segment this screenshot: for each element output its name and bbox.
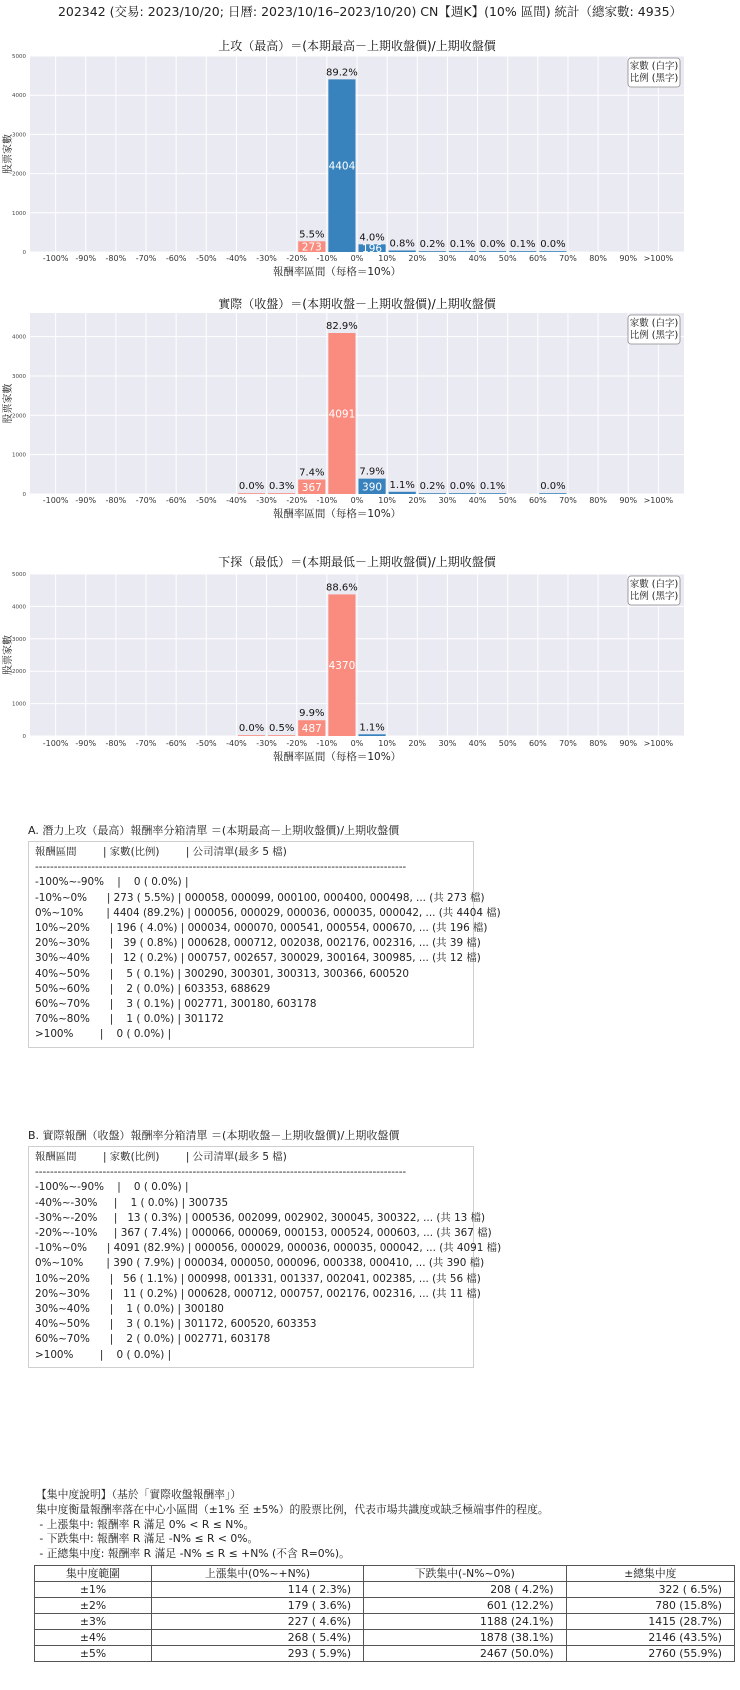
listing-divider: --------------------------------------------------------------------------------------------------- [35, 861, 407, 874]
x-tick-label: -100% [42, 739, 69, 748]
table-cell: ±4% [35, 1630, 152, 1646]
bar-percent-label: 1.1% [359, 722, 385, 734]
column-header: 下跌集中(-N%~0%) [364, 1566, 567, 1582]
y-tick-label: 3000 [12, 132, 26, 139]
x-tick-label: -50% [195, 496, 217, 505]
x-tick-label: 0% [350, 496, 364, 505]
bar-percent-label: 0.0% [540, 481, 566, 493]
legend [628, 58, 680, 87]
bar-percent-label: 0.0% [238, 481, 265, 493]
y-tick-label: 1000 [12, 701, 26, 708]
y-tick-label: 2000 [12, 669, 26, 676]
bar [389, 250, 416, 252]
bar-percent-label: 0.3% [268, 481, 295, 493]
x-tick-label: -60% [165, 739, 187, 748]
listing-row: -100%~-90% | 0 ( 0.0%) | [35, 1181, 189, 1194]
x-tick-label: -90% [75, 496, 97, 505]
x-tick-label: 10% [378, 496, 397, 505]
y-tick-label: 2000 [12, 413, 26, 420]
bar [449, 251, 476, 252]
y-tick-label: 1000 [12, 210, 26, 217]
bar-percent-label: 82.9% [326, 321, 358, 333]
chart-title: 上攻（最高）＝(本期最高－上期收盤價)/上期收盤價 [218, 39, 496, 53]
listing-row: 40%~50% | 5 ( 0.1%) | 300290, 300301, 300313, 300366, 600520 [35, 967, 410, 980]
concentration-table-body [35, 1582, 735, 1662]
bar-percent-label: 0.1% [510, 239, 536, 251]
x-tick-label: >100% [643, 496, 674, 505]
table-cell: 114 ( 2.3%) [152, 1582, 364, 1598]
table-cell: 293 ( 5.9%) [152, 1646, 364, 1662]
bar-count-label: 196 [362, 243, 383, 256]
x-tick-label: 0% [350, 254, 364, 263]
x-tick-label: -40% [226, 254, 247, 263]
x-tick-label: -30% [256, 496, 277, 505]
y-tick-label: 3000 [12, 373, 26, 380]
x-tick-label: 20% [408, 496, 427, 505]
x-tick-label: 90% [619, 496, 638, 505]
x-tick-label: 30% [438, 254, 457, 263]
y-tick-label: 0 [22, 250, 26, 256]
table-row [35, 1614, 735, 1630]
chart-close [0, 295, 740, 560]
listing-row: 0%~10% | 4404 (89.2%) | 000056, 000029, 000036, 000035, 000042, ... (共 4404 檔) [35, 906, 501, 919]
y-tick-label: 4000 [12, 93, 26, 100]
table-cell: 2467 (50.0%) [364, 1646, 567, 1662]
listing-row: -20%~-10% | 367 ( 7.4%) | 000066, 000069, 000153, 000524, 000603, ... (共 367 檔) [35, 1227, 492, 1240]
x-tick-label: 40% [468, 496, 487, 505]
listing-b [28, 1127, 502, 1368]
listing-header-row: 報酬區間 | 家數(比例) | 公司清單(最多 5 檔) [35, 846, 287, 858]
bar-percent-label: 0.1% [449, 239, 476, 251]
y-tick-label: 0 [22, 734, 26, 740]
x-tick-label: 30% [438, 739, 457, 748]
x-tick-label: -40% [226, 739, 247, 748]
listing-row: 20%~30% | 11 ( 0.2%) | 000628, 000712, 000757, 002176, 002316, ... (共 11 檔) [35, 1287, 481, 1300]
bar-percent-label: 0.2% [419, 481, 446, 493]
x-tick-label: -80% [105, 739, 127, 748]
bar-percent-label: 9.9% [299, 708, 325, 720]
x-tick-label: -70% [135, 739, 157, 748]
main-title: 202342 (交易: 2023/10/20; 日曆: 2023/10/16–2023/10/20) CN【週K】(10% 區間) 統計（總家數: 4935） [57, 4, 683, 19]
listing-row: 50%~60% | 2 ( 0.0%) | 603353, 688629 [35, 982, 271, 995]
x-tick-label: 10% [378, 254, 397, 263]
x-tick-label: 40% [468, 254, 487, 263]
table-cell: ±1% [35, 1582, 152, 1598]
bar-percent-label: 0.8% [389, 238, 415, 250]
column-header: ±總集中度 [566, 1566, 734, 1582]
x-tick-label: 40% [468, 739, 487, 748]
y-tick-label: 0 [22, 492, 26, 498]
bar [238, 493, 265, 494]
x-axis-label: 報酬率區間（每格＝10%） [272, 508, 402, 520]
x-tick-label: 0% [350, 739, 364, 748]
bar-percent-label: 0.0% [238, 723, 265, 735]
listing-row: -100%~-90% | 0 ( 0.0%) | [35, 876, 189, 889]
table-row [35, 1582, 735, 1598]
x-tick-label: -20% [286, 254, 308, 263]
x-tick-label: -20% [286, 739, 308, 748]
x-tick-label: 50% [498, 254, 517, 263]
bar-percent-label: 7.9% [359, 466, 385, 478]
x-tick-label: 70% [559, 496, 577, 505]
listing-header-row: 報酬區間 | 家數(比例) | 公司清單(最多 5 檔) [35, 1151, 287, 1163]
bar [539, 493, 566, 494]
listing-a-title: A. 潛力上攻（最高）報酬率分箱清單 ＝(本期最高－上期收盤價)/上期收盤價 [28, 824, 400, 837]
table-cell: 2146 (43.5%) [566, 1630, 734, 1646]
listing-row: -10%~0% | 273 ( 5.5%) | 000058, 000099, 000100, 000400, 000498, ... (共 273 檔) [35, 891, 485, 904]
x-tick-label: -50% [195, 739, 217, 748]
table-cell: 780 (15.8%) [566, 1598, 734, 1614]
chart-title: 實際（收盤）＝(本期收盤－上期收盤價)/上期收盤價 [218, 297, 496, 311]
table-cell: 322 ( 6.5%) [566, 1582, 734, 1598]
x-tick-label: -80% [105, 496, 127, 505]
bar-count-label: 4091 [328, 408, 356, 421]
x-axis-label: 報酬率區間（每格＝10%） [272, 266, 402, 278]
bar-percent-label: 0.2% [419, 239, 446, 251]
x-tick-label: 70% [559, 254, 577, 263]
bar-percent-label: 5.5% [299, 229, 325, 241]
legend-line: 家數 (白字) [629, 61, 679, 72]
x-tick-label: 70% [559, 739, 577, 748]
table-cell: 1415 (28.7%) [566, 1614, 734, 1630]
listing-b-box [28, 1146, 502, 1368]
listing-a [28, 822, 501, 1048]
table-cell: 1188 (24.1%) [364, 1614, 567, 1630]
table-row [35, 1646, 735, 1662]
x-tick-label: -10% [316, 254, 338, 263]
bar-count-label: 4404 [328, 160, 356, 173]
concentration-notes [36, 1488, 549, 1562]
bar [238, 735, 265, 736]
listing-row: 10%~20% | 56 ( 1.1%) | 000998, 001331, 001337, 002041, 002385, ... (共 56 檔) [35, 1272, 481, 1285]
legend-line: 家數 (白字) [629, 318, 679, 329]
listing-row: 40%~50% | 3 ( 0.1%) | 301172, 600520, 603353 [35, 1318, 317, 1331]
listing-row: 30%~40% | 1 ( 0.0%) | 300180 [35, 1303, 224, 1316]
bar-percent-label: 1.1% [389, 479, 415, 491]
x-tick-label: -100% [42, 254, 69, 263]
legend [628, 576, 680, 605]
bar-percent-label: 7.4% [299, 467, 325, 479]
table-row [35, 1630, 735, 1646]
x-tick-label: -30% [256, 254, 277, 263]
column-header: 上漲集中(0%~+N%) [152, 1566, 364, 1582]
bar-percent-label: 0.0% [479, 239, 506, 251]
x-tick-label: -80% [105, 254, 127, 263]
x-tick-label: -30% [256, 739, 277, 748]
x-tick-label: 60% [528, 496, 547, 505]
x-tick-label: -60% [165, 496, 187, 505]
x-tick-label: -70% [135, 254, 157, 263]
x-tick-label: 90% [619, 254, 638, 263]
listing-row: -40%~-30% | 1 ( 0.0%) | 300735 [35, 1196, 229, 1209]
bar [509, 251, 536, 252]
x-tick-label: 30% [438, 496, 457, 505]
table-cell: 179 ( 3.6%) [152, 1598, 364, 1614]
x-tick-label: -50% [195, 254, 217, 263]
bar-percent-label: 0.0% [540, 239, 566, 251]
x-tick-label: 80% [589, 739, 607, 748]
listing-row: 60%~70% | 3 ( 0.1%) | 002771, 300180, 603178 [35, 998, 317, 1011]
listing-row: -30%~-20% | 13 ( 0.3%) | 000536, 002099, 002902, 300045, 300322, ... (共 13 檔) [35, 1211, 486, 1224]
bar-count-label: 4370 [328, 660, 356, 673]
x-tick-label: 80% [589, 254, 607, 263]
listing-a-box [28, 841, 501, 1048]
listing-row: -10%~0% | 4091 (82.9%) | 000056, 000029, 000036, 000035, 000042, ... (共 4091 檔) [35, 1242, 502, 1255]
x-axis-label: 報酬率區間（每格＝10%） [272, 751, 402, 763]
y-tick-label: 1000 [12, 452, 26, 459]
x-tick-label: >100% [643, 739, 674, 748]
listing-row: 20%~30% | 39 ( 0.8%) | 000628, 000712, 002038, 002176, 002316, ... (共 39 檔) [35, 937, 481, 950]
table-cell: ±3% [35, 1614, 152, 1630]
bar [419, 493, 446, 494]
bar-count-label: 390 [362, 481, 383, 494]
bar-percent-label: 88.6% [326, 582, 358, 594]
x-tick-label: -100% [42, 496, 69, 505]
bar [389, 492, 416, 494]
listing-row: >100% | 0 ( 0.0%) | [35, 1028, 172, 1041]
x-tick-label: 10% [378, 739, 397, 748]
bar-percent-label: 89.2% [326, 67, 358, 79]
legend [628, 315, 680, 344]
chart-downside [0, 555, 740, 820]
bar-count-label: 367 [301, 481, 322, 494]
bar [268, 735, 295, 736]
column-header: 集中度範圍 [35, 1566, 152, 1582]
y-axis-label: 股票家數 [3, 134, 14, 174]
listing-row: 70%~80% | 1 ( 0.0%) | 301172 [35, 1013, 224, 1026]
table-cell: ±2% [35, 1598, 152, 1614]
listing-row: 0%~10% | 390 ( 7.9%) | 000034, 000050, 000096, 000338, 000410, ... (共 390 檔) [35, 1257, 485, 1270]
listing-row: 60%~70% | 2 ( 0.0%) | 002771, 603178 [35, 1333, 271, 1346]
y-tick-label: 3000 [12, 636, 26, 643]
bar [268, 493, 295, 494]
y-tick-label: 2000 [12, 171, 26, 178]
bar [479, 251, 506, 252]
x-tick-label: -10% [316, 739, 338, 748]
x-tick-label: 50% [498, 739, 517, 748]
x-tick-label: -90% [75, 254, 97, 263]
x-tick-label: -20% [286, 496, 308, 505]
notes-line: - 上漲集中: 報酬率 R 滿足 0% < R ≤ N%。 [36, 1517, 255, 1531]
x-tick-label: 20% [408, 739, 427, 748]
x-tick-label: -60% [165, 254, 187, 263]
concentration-table-header [35, 1566, 735, 1582]
table-row [35, 1598, 735, 1614]
table-cell: 1878 (38.1%) [364, 1630, 567, 1646]
notes-heading: 【集中度說明】（基於「實際收盤報酬率」） [36, 1488, 242, 1501]
x-tick-label: 60% [528, 254, 547, 263]
legend-line: 家數 (白字) [629, 579, 679, 590]
table-cell: 208 ( 4.2%) [364, 1582, 567, 1598]
table-cell: 227 ( 4.6%) [152, 1614, 364, 1630]
x-tick-label: 60% [528, 739, 547, 748]
legend-line: 比例 (黑字) [629, 73, 679, 84]
concentration-table [34, 1565, 735, 1662]
bar-count-label: 487 [301, 723, 322, 736]
x-tick-label: >100% [643, 254, 674, 263]
legend-line: 比例 (黑字) [629, 330, 679, 341]
listing-divider: --------------------------------------------------------------------------------------------------- [35, 1166, 407, 1179]
bar-percent-label: 4.0% [359, 232, 385, 244]
x-tick-label: 80% [589, 496, 607, 505]
x-tick-label: -90% [75, 739, 97, 748]
y-axis-label: 股票家數 [3, 635, 14, 675]
legend-line: 比例 (黑字) [629, 591, 679, 602]
listing-b-title: B. 實際報酬（收盤）報酬率分箱清單 ＝(本期收盤－上期收盤價)/上期收盤價 [28, 1129, 400, 1142]
y-tick-label: 5000 [12, 572, 26, 578]
bar-percent-label: 0.0% [449, 481, 476, 493]
table-cell: 268 ( 5.4%) [152, 1630, 364, 1646]
notes-line: - 下跌集中: 報酬率 R 滿足 -N% ≤ R < 0%。 [36, 1532, 259, 1546]
bar-count-label: 273 [301, 241, 322, 254]
listing-row: 30%~40% | 12 ( 0.2%) | 000757, 002657, 300029, 300164, 300985, ... (共 12 檔) [35, 952, 481, 965]
listing-row: 10%~20% | 196 ( 4.0%) | 000034, 000070, 000541, 000554, 000670, ... (共 196 檔) [35, 922, 488, 935]
bar [359, 734, 386, 736]
table-cell: ±5% [35, 1646, 152, 1662]
chart-title: 下探（最低）＝(本期最低－上期收盤價)/上期收盤價 [218, 555, 496, 569]
x-tick-label: -10% [316, 496, 338, 505]
y-tick-label: 4000 [12, 604, 26, 611]
bar [479, 493, 506, 494]
listing-row: >100% | 0 ( 0.0%) | [35, 1348, 172, 1361]
bar [419, 251, 446, 252]
y-tick-label: 5000 [12, 54, 26, 60]
notes-line: - 正總集中度: 報酬率 R 滿足 -N% ≤ R ≤ +N% (不含 R=0%)。 [36, 1547, 350, 1561]
x-tick-label: -40% [226, 496, 247, 505]
x-tick-label: -70% [135, 496, 157, 505]
x-tick-label: 20% [408, 254, 427, 263]
chart-upside [0, 36, 740, 321]
bar-percent-label: 0.1% [479, 481, 506, 493]
x-tick-label: 50% [498, 496, 517, 505]
table-cell: 601 (12.2%) [364, 1598, 567, 1614]
bar-percent-label: 0.5% [268, 723, 295, 735]
bar [539, 251, 566, 252]
y-tick-label: 4000 [12, 334, 26, 341]
notes-line: 集中度衡量報酬率落在中心小區間（±1% 至 ±5%）的股票比例，代表市場共識度或缺乏極端事件的程度。 [36, 1502, 549, 1516]
x-tick-label: 90% [619, 739, 638, 748]
y-axis-label: 股票家數 [3, 383, 14, 424]
bar [449, 493, 476, 494]
table-cell: 2760 (55.9%) [566, 1646, 734, 1662]
